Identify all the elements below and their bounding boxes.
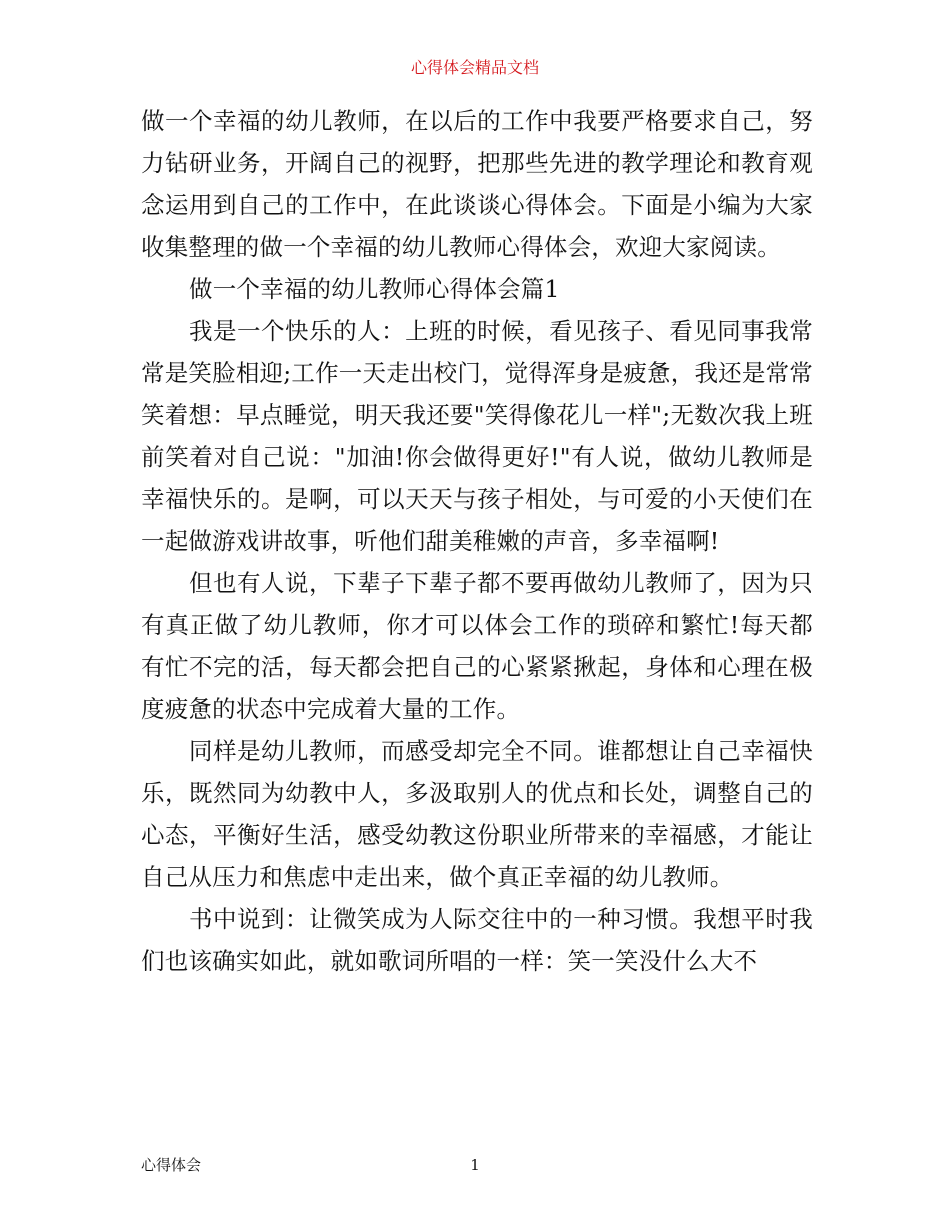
section-heading: 做一个幸福的幼儿教师心得体会篇1 xyxy=(189,275,560,303)
body-paragraph: 书中说到：让微笑成为人际交往中的一种习惯。我想平时我们也该确实如此，就如歌词所唱的一样：笑一笑没什么大不 xyxy=(141,905,813,975)
page-number: 1 xyxy=(470,1156,480,1174)
body-paragraph: 同样是幼儿教师，而感受却完全不同。谁都想让自己幸福快乐，既然同为幼教中人，多汲取别人的优点和长处，调整自己的心态，平衡好生活，感受幼教这份职业所带来的幸福感，才能让自己从压力和焦虑中走出来，做个真正幸福的幼儿教师。 xyxy=(141,737,813,891)
intro-paragraph: 做一个幸福的幼儿教师，在以后的工作中我要严格要求自己，努力钻研业务，开阔自己的视野，把那些先进的教学理论和教育观念运用到自己的工作中，在此谈谈心得体会。下面是小编为大家收集整理的做一个幸福的幼儿教师心得体会，欢迎大家阅读。 xyxy=(141,107,813,261)
document-body xyxy=(141,100,813,982)
body-paragraph: 我是一个快乐的人：上班的时候，看见孩子、看见同事我常常是笑脸相迎;工作一天走出校门，觉得浑身是疲惫，我还是常常笑着想：早点睡觉，明天我还要"笑得像花儿一样";无数次我上班前笑着对自己说："加油!你会做得更好!"有人说，做幼儿教师是幸福快乐的。是啊，可以天天与孩子相处，与可爱的小天使们在一起做游戏讲故事，听他们甜美稚嫩的声音，多幸福啊! xyxy=(141,317,813,555)
document-header-title: 心得体会精品文档 xyxy=(410,58,539,77)
body-paragraph: 但也有人说，下辈子下辈子都不要再做幼儿教师了，因为只有真正做了幼儿教师，你才可以体会工作的琐碎和繁忙!每天都有忙不完的活，每天都会把自己的心紧紧揪起，身体和心理在极度疲惫的状态中完成着大量的工作。 xyxy=(141,569,813,723)
footer-label: 心得体会 xyxy=(141,1156,202,1174)
